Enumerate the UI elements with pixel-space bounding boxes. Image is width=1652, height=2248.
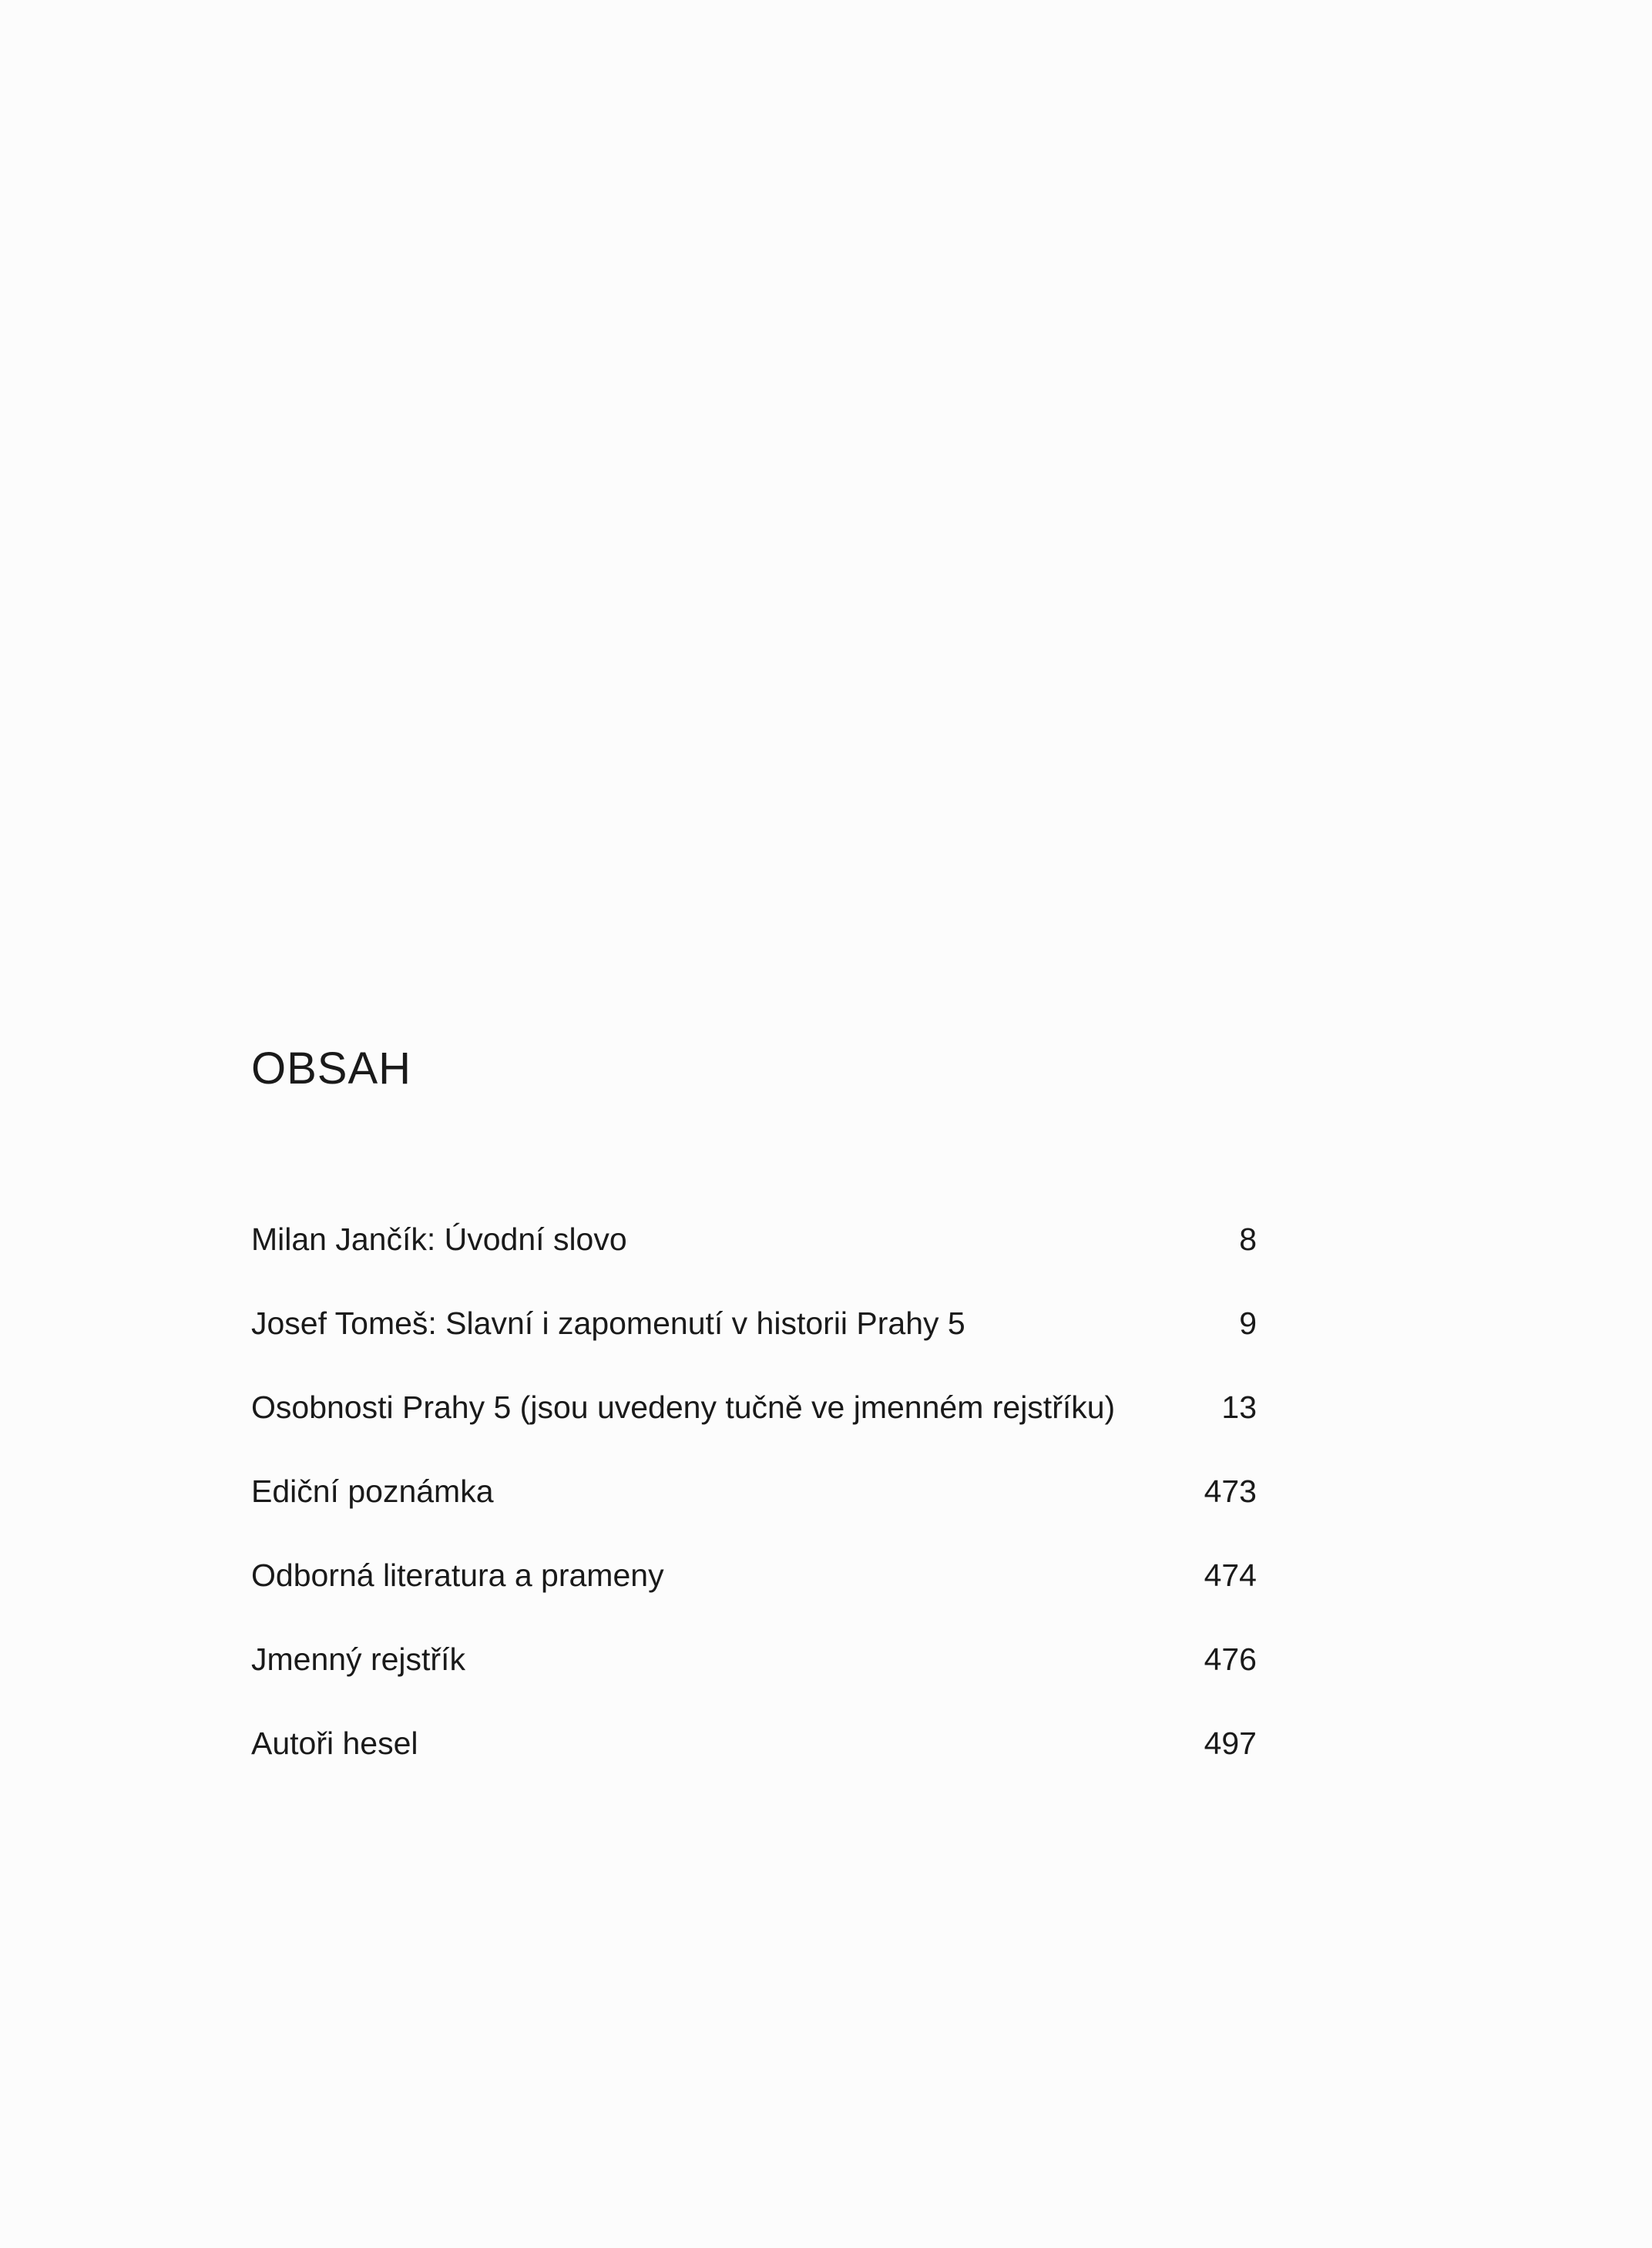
toc-entry-page: 8 (1239, 1221, 1257, 1257)
toc-entry-title: Milan Jančík: Úvodní slovo (251, 1221, 627, 1257)
toc-entry-title: Osobnosti Prahy 5 (jsou uvedeny tučně ve jmenném rejstříku) (251, 1389, 1116, 1425)
toc-entry-page: 9 (1239, 1305, 1257, 1341)
toc-entry (251, 1468, 1257, 1552)
toc-entry (251, 1636, 1257, 1720)
toc-list (251, 1216, 1257, 1804)
toc-entry-page: 13 (1221, 1389, 1257, 1425)
toc-entry-title: Josef Tomeš: Slavní i zapomenutí v historii Prahy 5 (251, 1305, 965, 1341)
toc-entry (251, 1552, 1257, 1636)
toc-entry (251, 1720, 1257, 1804)
toc-entry-page: 497 (1204, 1725, 1257, 1761)
toc-entry-page: 474 (1204, 1557, 1257, 1593)
toc-entry-page: 473 (1204, 1473, 1257, 1509)
toc-heading: OBSAH (251, 1043, 412, 1094)
toc-entry-title: Jmenný rejstřík (251, 1641, 465, 1677)
toc-entry (251, 1300, 1257, 1384)
toc-entry (251, 1216, 1257, 1300)
toc-entry (251, 1384, 1257, 1468)
toc-entry-title: Ediční poznámka (251, 1473, 494, 1509)
toc-entry-page: 476 (1204, 1641, 1257, 1677)
toc-entry-title: Odborná literatura a prameny (251, 1557, 664, 1593)
toc-entry-title: Autoři hesel (251, 1725, 418, 1761)
